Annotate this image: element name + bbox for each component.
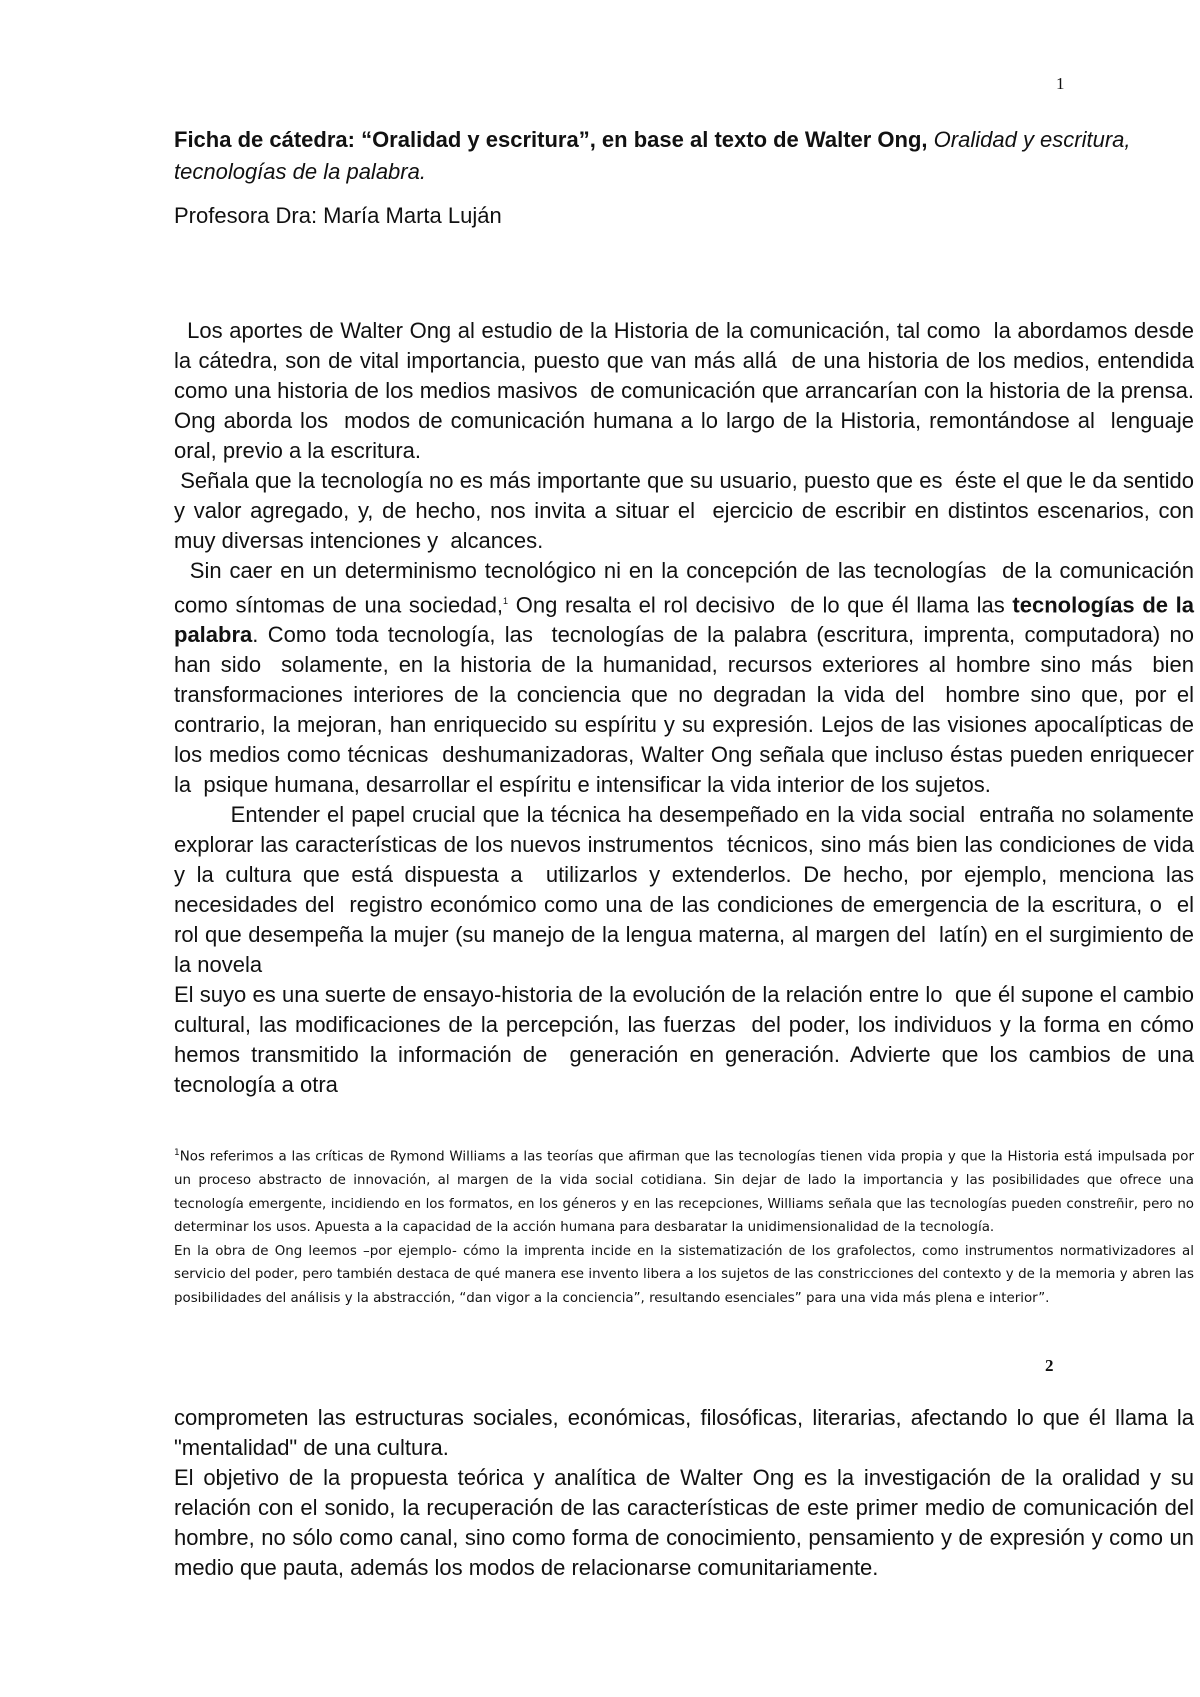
- paragraph: Entender el papel crucial que la técnica ha desempeñado en la vida social entraña no solamente explorar las características de los nuevos instrumentos técnicos, sino más bien las condiciones de vida y la cultura que está dispuesta a utilizarlos y extenderlos. De hecho, por ejemplo, menciona las necesidades del registro económico como una de las condiciones de emergencia de la escritura, o el rol que desempeña la mujer (su manejo de la lengua materna, al margen del latín) en el surgimiento de la novela: [174, 802, 1200, 978]
- footnote-body: Nos referimos a las críticas de Rymond Williams a las teorías que afirman que las tecnologías tienen vida propia y que la Historia está impulsada por un proceso abstracto de innovación, al margen de la vida social cotidiana. Sin dejar de lado la importancia y las posibilidades que ofrece una tecnología emergente, incidiendo en los formatos, en los géneros y en las recepciones, Williams señala que las tecnologías pueden constreñir, pero no determinar los usos. Apuesta a la capacidad de la acción humana para desbaratar la unidimensionalidad de la tecnología.: [174, 1149, 1194, 1236]
- professor-line: Profesora Dra: María Marta Luján: [174, 203, 502, 228]
- paragraph: El objetivo de la propuesta teórica y analítica de Walter Ong es la investigación de la oralidad y su relación con el sonido, la recuperación de las características de este primer medio de comunicación del hombre, no sólo como canal, sino como forma de conocimiento, pensamiento y de expresión y como un medio que pauta, además los modos de relacionarse comunitariamente.: [174, 1465, 1194, 1580]
- page-number: 1: [1056, 74, 1065, 93]
- paragraph: Señala que la tecnología no es más importante que su usuario, puesto que es éste el que le da sentido y valor agregado, y, de hecho, nos invita a situar el ejercicio de escribir en distintos escenarios, con muy diversas intenciones y alcances.: [174, 468, 1200, 553]
- page2-text: [174, 1403, 1194, 1583]
- paragraph: Los aportes de Walter Ong al estudio de la Historia de la comunicación, tal como la abordamos desde la cátedra, son de vital importancia, puesto que van más allá de una historia de los medios, entendida como una historia de los medios masivos de comunicación que arrancarían con la historia de la prensa. Ong aborda los modos de comunicación humana a lo largo de la Historia, remontándose al lenguaje oral, previo a la escritura.: [174, 318, 1200, 463]
- paragraph-text: Sin caer en un determinismo tecnológico ni en la concepción de las tecnologías de la comunicación como síntomas de una sociedad,: [174, 558, 1200, 618]
- footnote-ref: 1: [503, 596, 509, 606]
- paragraph: comprometen las estructuras sociales, económicas, filosóficas, literarias, afectando lo que él llama la "mentalidad" de una cultura.: [174, 1405, 1194, 1460]
- footnote-text: [174, 1142, 1194, 1240]
- paragraph-text: . Como toda tecnología, las tecnologías de la palabra (escritura, imprenta, computadora) no han sido solamente, en la historia de la humanidad, recursos exteriores al hombre sino más bien transformaciones interiores de la conciencia que no degradan la vida del hombre sino que, por el contrario, la mejoran, han enriquecido su espíritu y su expresión. Lejos de las visiones apocalípticas de los medios como técnicas deshumanizadoras, Walter Ong señala que incluso éstas pueden enriquecer la psique humana, desarrollar el espíritu e intensificar la vida interior de los sujetos.: [174, 622, 1200, 798]
- page-number: 2: [1045, 1356, 1054, 1375]
- title-bold: Ficha de cátedra: “Oralidad y escritura”, en base al texto de Walter Ong,: [174, 127, 928, 152]
- footnote: [174, 1142, 1194, 1311]
- title-italic: Oralidad y escritura, tecnologías de la palabra.: [174, 127, 1131, 184]
- paragraph: [174, 556, 1200, 800]
- footnote-text: En la obra de Ong leemos –por ejemplo- cómo la imprenta incide en la sistematización de los grafolectos, como instrumentos normativizadores al servicio del poder, pero también destaca de qué manera ese invento libera a los sujetos de las constricciones del contexto y de la memoria y abren las posibilidades del análisis y la abstracción, “dan vigor a la conciencia”, resultando esenciales” para una vida más plena e interior”.: [174, 1243, 1194, 1307]
- document-title: [174, 124, 1194, 188]
- main-text: [174, 316, 1200, 1100]
- paragraph: El suyo es una suerte de ensayo-historia de la evolución de la relación entre lo que él supone el cambio cultural, las modificaciones de la percepción, las fuerzas del poder, los individuos y la forma en cómo hemos transmitido la información de generación en generación. Advierte que los cambios de una tecnología a otra: [174, 982, 1200, 1098]
- paragraph-text: Ong resalta el rol decisivo de lo que él llama las: [508, 592, 1013, 618]
- bold-term: tecnologías de la palabra: [174, 592, 1200, 648]
- footnote-marker: 1: [174, 1148, 180, 1158]
